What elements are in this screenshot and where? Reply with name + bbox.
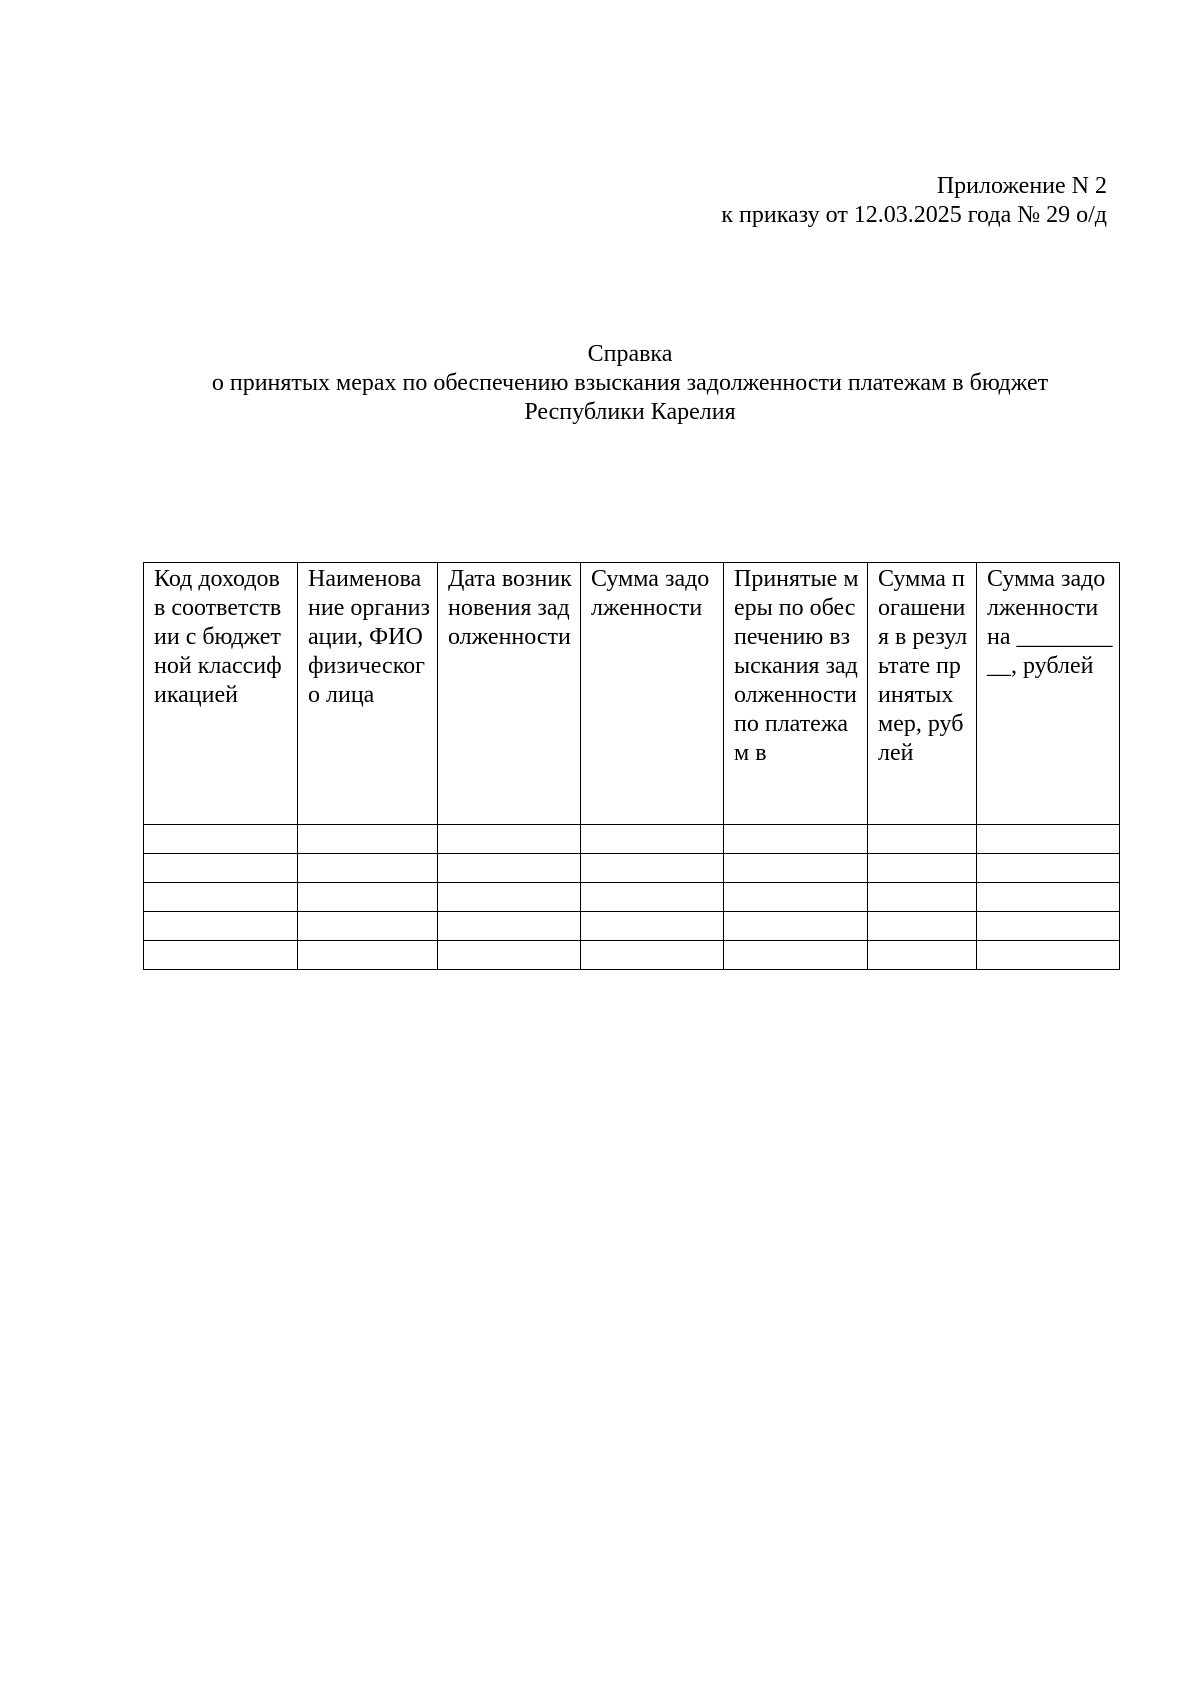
table-cell [298, 941, 438, 970]
table-cell [144, 883, 298, 912]
table-cell [868, 912, 977, 941]
title-line-3: Республики Карелия [524, 399, 736, 425]
debt-measures-table [143, 562, 1120, 970]
table-cell [581, 941, 724, 970]
table-cell [581, 854, 724, 883]
header-measures-taken: Принятые меры по обеспечению взыскания задолженности по платежам в [724, 563, 868, 825]
table-row [144, 912, 1120, 941]
table-cell [868, 941, 977, 970]
table-cell [144, 825, 298, 854]
table-cell [581, 825, 724, 854]
table-cell [724, 941, 868, 970]
document-title [0, 340, 1200, 427]
table-cell [977, 883, 1120, 912]
table-cell [298, 854, 438, 883]
title-line-1: Справка [587, 341, 673, 367]
table-cell [868, 883, 977, 912]
table-cell [724, 883, 868, 912]
table-cell [438, 883, 581, 912]
table-cell [977, 941, 1120, 970]
table-row [144, 825, 1120, 854]
table-cell [977, 854, 1120, 883]
table-cell [144, 941, 298, 970]
table-cell [581, 912, 724, 941]
table-cell [298, 825, 438, 854]
table-cell [868, 825, 977, 854]
table-cell [724, 825, 868, 854]
table-row [144, 854, 1120, 883]
table-cell [868, 854, 977, 883]
header-debt-on-date: Сумма задолженности на __________, рублей [977, 563, 1120, 825]
table-cell [977, 825, 1120, 854]
table-cell [298, 912, 438, 941]
table-cell [144, 854, 298, 883]
table-cell [438, 912, 581, 941]
table-row [144, 941, 1120, 970]
annex-block [721, 172, 1107, 230]
table-row [144, 883, 1120, 912]
header-debt-date: Дата возникновения задолженности [438, 563, 581, 825]
table-cell [581, 883, 724, 912]
annex-order-reference: к приказу от 12.03.2025 года № 29 о/д [721, 202, 1107, 228]
table-cell [144, 912, 298, 941]
header-repaid-amount: Сумма погашения в результате принятых мер, рублей [868, 563, 977, 825]
table-cell [724, 854, 868, 883]
table-cell [298, 883, 438, 912]
table-header-row [144, 563, 1120, 825]
table-cell [438, 941, 581, 970]
table-cell [438, 854, 581, 883]
table-cell [977, 912, 1120, 941]
table-cell [438, 825, 581, 854]
header-organization-name: Наименование организации, ФИО физического лица [298, 563, 438, 825]
header-income-code: Код доходов в соответствии с бюджетной классификацией [144, 563, 298, 825]
table-cell [724, 912, 868, 941]
header-debt-amount: Сумма задолженности [581, 563, 724, 825]
title-line-2: о принятых мерах по обеспечению взыскания задолженности платежам в бюджет [211, 370, 1049, 396]
annex-number: Приложение N 2 [936, 173, 1107, 199]
